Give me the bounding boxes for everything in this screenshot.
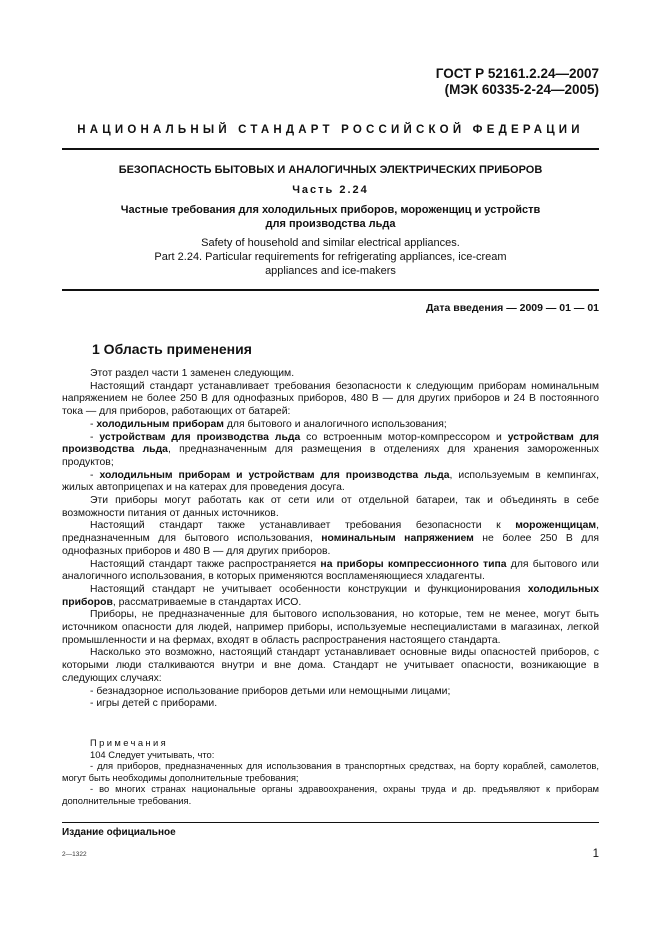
title-part: Часть 2.24	[292, 184, 369, 196]
national-standard-heading: НАЦИОНАЛЬНЫЙ СТАНДАРТ РОССИЙСКОЙ ФЕДЕРАЦИИ	[77, 124, 584, 136]
print-order-code: 2—1322	[62, 851, 87, 858]
paragraph: Эти приборы могут работать как от сети или от отдельной батареи, так и объединять в себе возможности питания от данных источников.	[62, 495, 599, 519]
title-specific-line: для производства льда	[265, 218, 396, 230]
paragraph: Настоящий стандарт устанавливает требования безопасности к следующим приборам номинальным напряжением не более 250 В для однофазных приборов, 480 В — для других приборов и 24 В постоянного тока — для приборов, работающих от батарей:	[62, 380, 599, 418]
introduction-date: Дата введения — 2009 — 01 — 01	[426, 302, 599, 314]
notes-block	[62, 737, 599, 807]
gost-code	[436, 66, 599, 98]
list-item: - безнадзорное использование приборов детьми или немощными лицами;	[90, 685, 451, 697]
note: - во многих странах национальные органы здравоохранения, охраны труда и др. предъявляют к приборам дополнительные требования.	[62, 783, 599, 806]
page-number: 1	[592, 848, 599, 860]
paragraph: Этот раздел части 1 заменен следующим.	[90, 368, 295, 379]
term: устройствам для производства льда	[62, 431, 599, 456]
term: устройствам для производства льда	[99, 431, 301, 443]
section-body	[62, 368, 599, 711]
gost-code-line: ГОСТ Р 52161.2.24—2007	[435, 66, 599, 81]
list-item: - игры детей с приборами.	[90, 698, 218, 710]
paragraph: Настоящий стандарт также устанавливает требования безопасности к мороженщицам, предназначенным для бытового использования, номинальным напряжением не более 250 В для однофазных приборов и 480 В — для других приборов.	[62, 520, 600, 557]
title-main: БЕЗОПАСНОСТЬ БЫТОВЫХ И АНАЛОГИЧНЫХ ЭЛЕКТРИЧЕСКИХ ПРИБОРОВ	[118, 164, 543, 176]
iec-code-line: (МЭК 60335-2-24—2005)	[444, 82, 599, 97]
list-item: - устройствам для производства льда со встроенным мотор-компрессором и устройствам для производства льда, предназначенным для размещения в отделениях для хранения замороженных продуктов;	[62, 431, 599, 468]
title-english-line: Safety of household and similar electrical appliances.	[201, 237, 460, 249]
term: холодильным приборам	[96, 418, 224, 430]
term: холодильных приборов	[62, 583, 599, 608]
footer-divider	[62, 822, 599, 823]
paragraph: Настоящий стандарт также распространяется на приборы компрессионного типа для бытового или аналогичного использования, в которых применяются воспламеняющиеся хладагенты.	[62, 558, 599, 583]
term: номинальным напряжением	[321, 533, 474, 545]
section-heading: 1 Область применения	[92, 341, 252, 357]
term: мороженщицам	[515, 520, 597, 532]
title-block	[62, 163, 599, 278]
top-divider	[62, 148, 599, 150]
title-specific-line: Частные требования для холодильных приборов, мороженщиц и устройств	[120, 204, 541, 216]
note: 104 Следует учитывать, что:	[90, 748, 215, 760]
middle-divider	[62, 289, 599, 291]
paragraph: Насколько это возможно, настоящий стандарт устанавливает основные виды опасностей приборов, с которыми люди сталкиваются внутри и вне дома. Стандарт не учитывает опасности, возникающие в следующих случаях:	[62, 647, 599, 684]
title-english-line: Part 2.24. Particular requirements for refrigerating appliances, ice-cream	[154, 251, 507, 263]
paragraph: Настоящий стандарт не учитывает особенности конструкции и функционирования холодильных приборов, рассматриваемые в стандартах ИСО.	[62, 583, 599, 608]
term: холодильным приборам и устройствам для производства льда	[99, 469, 450, 481]
list-item: - холодильным приборам для бытового и аналогичного использования;	[90, 418, 447, 430]
term: на приборы компрессионного типа	[320, 558, 507, 570]
paragraph: Приборы, не предназначенные для бытового использования, но которые, тем не менее, могут быть источником опасности для людей, например приборы, используемые неспециалистами в магазинах, легкой промышленности и на фермах, входят в область распространения настоящего стандарта.	[62, 609, 599, 646]
official-edition-label: Издание официальное	[62, 827, 176, 838]
title-english-line: appliances and ice-makers	[265, 265, 396, 277]
title-specific	[62, 203, 599, 231]
title-english	[62, 236, 599, 278]
note: - для приборов, предназначенных для использования в транспортных средствах, на борту кораблей, самолетов, могут быть необходимы дополнительные требования;	[62, 760, 599, 783]
list-item: - холодильным приборам и устройствам для производства льда, используемым в кемпингах, жилых автоприцепах и на катерах для проведения досуга.	[62, 469, 599, 494]
notes-title: Примечания	[90, 737, 169, 748]
